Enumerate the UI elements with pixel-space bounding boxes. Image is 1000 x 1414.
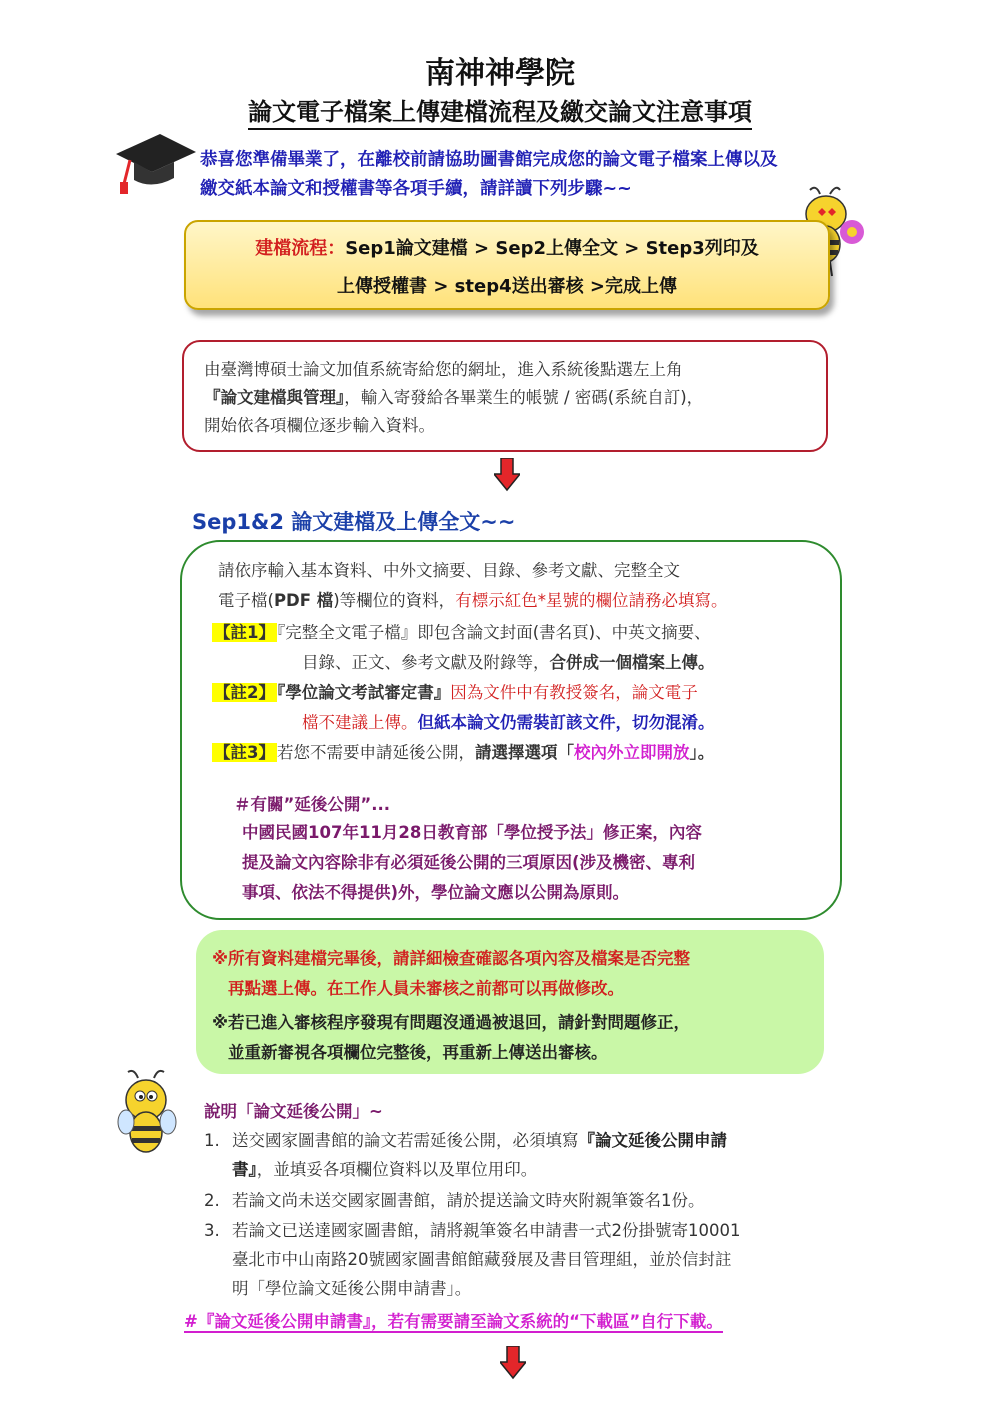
box-line: 開始依各項欄位逐步輸入資料。 xyxy=(204,416,435,435)
flow-label: 建檔流程： xyxy=(255,238,346,259)
text: 送交國家圖書館的論文若需延後公開，必須填寫 xyxy=(232,1131,579,1150)
graduation-cap-icon xyxy=(112,128,198,198)
instruction-line xyxy=(218,586,727,616)
list-item-cont: 臺北市中山南路20號國家圖書館館藏發展及書目管理組，並於信封註 xyxy=(232,1250,732,1269)
bee-icon xyxy=(116,1066,182,1162)
download-note xyxy=(184,1308,723,1332)
text: 『學位論文考試審定書』 xyxy=(276,683,451,702)
option-name: 校內外立即開放 xyxy=(573,743,690,762)
list-item: 若論文尚未送交國家圖書館，請於提送論文時夾附親筆簽名1份。 xyxy=(232,1191,705,1210)
note-tag: 【註1】 xyxy=(214,623,275,642)
reminder-line: ※所有資料建檔完畢後，請詳細檢查確認各項內容及檔案是否完整 xyxy=(212,949,691,968)
list-number: 3. xyxy=(204,1221,220,1240)
text: 請選擇選項「 xyxy=(474,743,574,762)
list-item xyxy=(232,1126,727,1155)
note-text: #『論文延後公開申請書』，若有需要請至論文系統的“下載區”自行下載。 xyxy=(184,1312,723,1331)
form-name: 書』 xyxy=(232,1160,257,1179)
box-text: ，輸入寄發給各畢業生的帳號 / 密碼(系統自訂)， xyxy=(344,388,704,407)
flow-box xyxy=(184,220,830,310)
note-tag: 【註2】 xyxy=(214,683,275,702)
text: 電子檔( xyxy=(218,591,274,610)
list-item-cont xyxy=(232,1155,537,1184)
text: 因為文件中有教授簽名，論文電子 xyxy=(450,683,698,702)
delay-line: 提及論文內容除非有必須延後公開的三項原因(涉及機密、專利 xyxy=(242,853,696,872)
text: 」。 xyxy=(689,743,715,762)
delay-heading: ＃有關”延後公開”... xyxy=(234,795,390,814)
page-title: 南神神學院 xyxy=(425,56,575,91)
system-intro-box xyxy=(182,340,828,452)
delay-line: 中國民國107年11月28日教育部「學位授予法」修正案，內容 xyxy=(242,823,702,842)
delay-line: 事項、依法不得提供)外，學位論文應以公開為原則。 xyxy=(242,883,630,902)
intro-line: 恭喜您準備畢業了，在離校前請協助圖書館完成您的論文電子檔案上傳以及 xyxy=(200,150,778,170)
text: 若您不需要申請延後公開， xyxy=(276,743,475,762)
text: 但紙本論文仍需裝訂該文件，切勿混淆。 xyxy=(417,713,715,732)
text: 合併成一個檔案上傳。 xyxy=(549,653,715,672)
text: )等欄位的資料， xyxy=(333,591,456,610)
flow-text: Sep1論文建檔 > Sep2上傳全文 > Step3列印及 xyxy=(345,238,759,259)
text: 『完整全文電子檔』即包含論文封面(書名頁)、中英文摘要、 xyxy=(276,623,711,642)
reminder-line: 再點選上傳。在工作人員未審核之前都可以再做修改。 xyxy=(228,979,624,998)
list-item: 若論文已送達國家圖書館，請將親筆簽名申請書一式2份掛號寄10001 xyxy=(232,1221,741,1240)
box-line: 由臺灣博碩士論文加值系統寄給您的網址，進入系統後點選左上角 xyxy=(204,360,683,379)
explain-heading: 說明「論文延後公開」~ xyxy=(204,1102,383,1121)
menu-name: 『論文建檔與管理』 xyxy=(204,388,345,407)
text: ，並填妥各項欄位資料以及單位用印。 xyxy=(256,1160,538,1179)
note-tag: 【註3】 xyxy=(214,743,275,762)
page-subtitle: 論文電子檔案上傳建檔流程及繳交論文注意事項 xyxy=(0,92,1000,127)
arrow-down-icon xyxy=(494,458,520,492)
intro-text xyxy=(200,146,880,204)
box-line xyxy=(204,384,814,412)
reminder-line: ※若已進入審核程序發現有問題沒通過被退回，請針對問題修正， xyxy=(212,1013,691,1032)
text: 檔不建議上傳。 xyxy=(302,713,418,732)
instruction-line: 請依序輸入基本資料、中外文摘要、目錄、參考文獻、完整全文 xyxy=(218,561,680,580)
note-2-cont xyxy=(302,708,715,738)
note-2 xyxy=(212,678,698,708)
reminder-box xyxy=(196,930,824,1074)
note-1-cont xyxy=(302,648,715,678)
note-3 xyxy=(212,738,714,768)
flow-line-2: 上傳授權書 > step4送出審核 >完成上傳 xyxy=(337,276,677,297)
list-number: 1. xyxy=(204,1131,220,1150)
flow-line-1 xyxy=(186,234,828,260)
instructions-box xyxy=(180,540,842,920)
list-number: 2. xyxy=(204,1191,220,1210)
list-item-cont: 明「學位論文延後公開申請書」。 xyxy=(232,1279,472,1298)
text: 目錄、正文、參考文獻及附錄等， xyxy=(302,653,550,672)
section-heading: Sep1&2 論文建檔及上傳全文~~ xyxy=(192,510,516,534)
reminder-line: 並重新審視各項欄位完整後，再重新上傳送出審核。 xyxy=(228,1043,608,1062)
required-note: 有標示紅色*星號的欄位請務必填寫。 xyxy=(455,591,728,610)
arrow-down-icon xyxy=(500,1346,526,1380)
text: PDF 檔 xyxy=(273,591,334,610)
form-name: 『論文延後公開申請 xyxy=(578,1131,727,1150)
note-1 xyxy=(212,618,711,648)
intro-line: 繳交紙本論文和授權書等各項手續，請詳讀下列步驟~~ xyxy=(200,179,632,199)
